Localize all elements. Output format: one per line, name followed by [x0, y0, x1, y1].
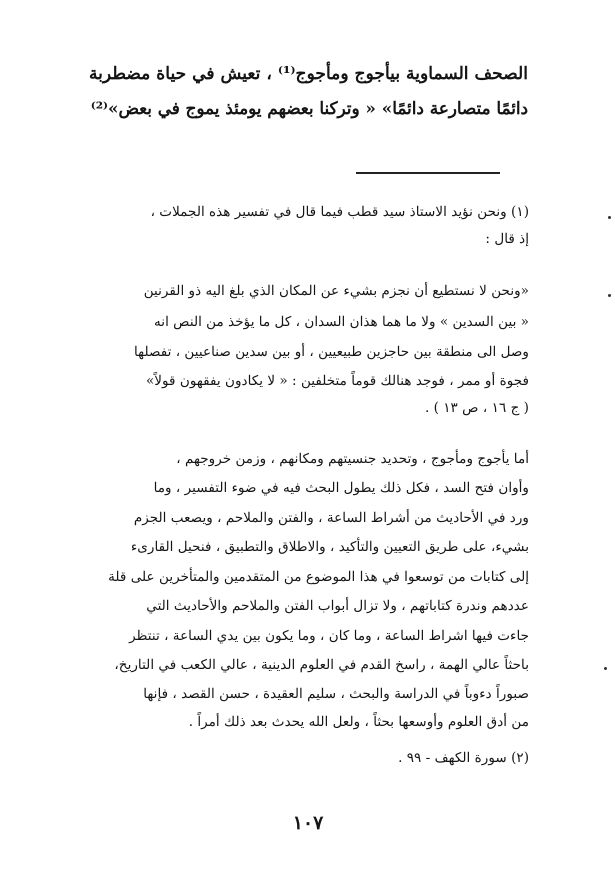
commentary-line-3: ورد في الأحاديث من أشراط الساعة ، والفتن والملاحم ، ويصعب الجزم: [133, 510, 529, 526]
commentary-line-2: وأوان فتح السد ، فكل ذلك يطول البحث فيه في ضوء التفسير ، وما: [153, 480, 529, 496]
main-text-line-2: دائمًا متصارعة دائمًا» « وتركنا بعضهم يومئذ يموج في بعض»⁽²⁾: [90, 98, 528, 118]
commentary-line-1: أما يأجوج ومأجوج ، وتحديد جنسيتهم ومكانهم ، وزمن خروجهم ،: [176, 451, 529, 467]
quote-line-1: «ونحن لا نستطيع أن نجزم بشيء عن المكان الذي بلغ اليه ذو القرنين: [143, 283, 529, 299]
commentary-line-4: بشيء، على طريق التعيين والتأكيد ، والاطلاق والتطبيق ، فنحيل القارىء: [130, 539, 529, 555]
quote-line-4: فجوة أو ممر ، فوجد هنالك قوماً متخلفين : « لا يكادون يفقهون قولاً»: [145, 373, 529, 389]
margin-mark: [608, 216, 611, 219]
page-number: ١٠٧: [292, 812, 324, 834]
footnote-1-line-2: إذ قال :: [485, 231, 529, 247]
quote-citation: ( ج ١٦ ، ص ١٣ ) .: [424, 400, 529, 416]
footnote-1-line-1: (١) ونحن نؤيد الاستاذ سيد قطب فيما قال في تفسير هذه الجملات ،: [150, 204, 529, 220]
footnote-2: (٢) سورة الكهف - ٩٩ .: [398, 750, 529, 766]
quote-line-3: وصل الى منطقة بين حاجزين طبيعيين ، أو بين سدين صناعيين ، تفصلها: [134, 344, 529, 360]
commentary-line-5: إلى كتابات من توسعوا في هذا الموضوع من المتقدمين والمتأخرين على قلة: [108, 569, 529, 585]
commentary-line-8: باحثاً عالي الهمة ، راسخ القدم في العلوم الدينية ، عالي الكعب في التاريخ،: [114, 657, 529, 673]
main-text-line-1: الصحف السماوية بيأجوج ومأجوج⁽¹⁾ ، تعيش في حياة مضطربة: [88, 64, 528, 84]
commentary-line-10: من أدق العلوم وأوسعها بحثاً ، ولعل الله يحدث بعد ذلك أمراً .: [188, 714, 529, 730]
margin-mark: [608, 294, 611, 297]
commentary-line-9: صبوراً دءوباً في الدراسة والبحث ، سليم العقيدة ، حسن القصد ، فإنها: [143, 686, 529, 702]
commentary-line-7: جاءت فيها اشراط الساعة ، وما كان ، وما يكون بين يدي الساعة ، تنتظر: [129, 628, 529, 644]
quote-line-2: « بين السدين » ولا ما هما هذان السدان ، كل ما يؤخذ من النص انه: [154, 314, 529, 330]
margin-mark: [604, 667, 607, 670]
footnote-separator: [356, 172, 500, 174]
commentary-line-6: عددهم وندرة كتاباتهم ، ولا تزال أبواب الفتن والملاحم والأحاديث التي: [146, 598, 529, 614]
